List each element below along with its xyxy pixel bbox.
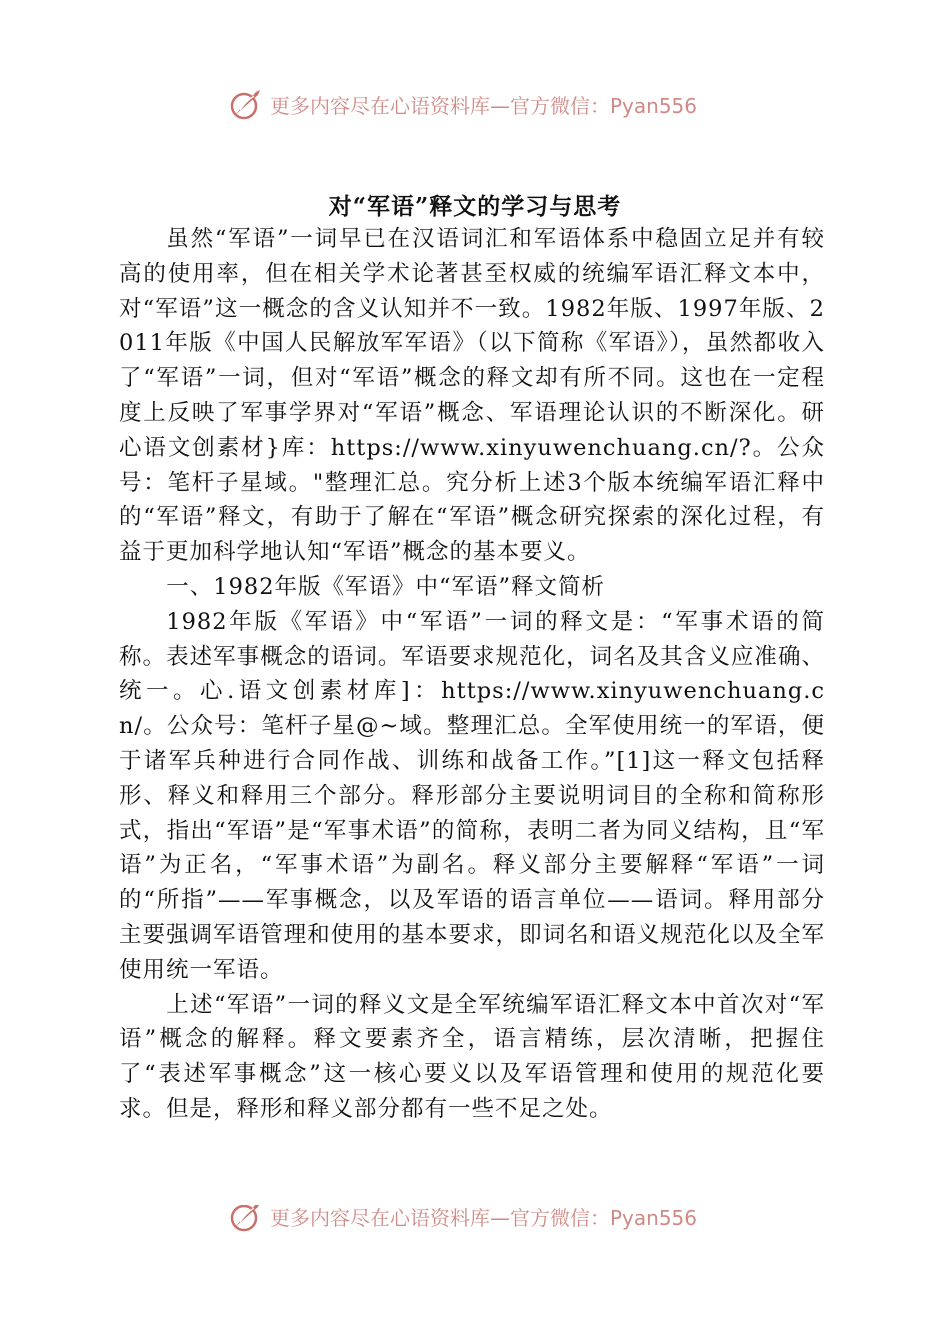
watermark-text: 更多内容尽在心语资料库—官方微信：Pyan556 — [270, 93, 698, 118]
logo-icon — [228, 86, 264, 122]
watermark-text: 更多内容尽在心语资料库—官方微信：Pyan556 — [270, 1205, 698, 1230]
logo-icon — [228, 1205, 264, 1234]
paragraph: 1982年版《军语》中“军语”一词的释文是：“军事术语的简称。表述军事概念的语词。军语要求规范化，词名及其含义应准确、统一。心.语文创素材库]：https://www.xinyuwenchuang.cn/。公众号：笔杆子星@~域。整理汇总。全军使用统一的军语，便于诸军兵种进行合同作战、训练和战备工作。”[1]这一释文包括释形、释义和释用三个部分。释形部分主要说明词目的全称和简称形式，指出“军语”是“军事术语”的简称，表明二者为同义结构，且“军语”为正名，“军事术语”为副名。释义部分主要解释“军语”一词的“所指”——军事概念，以及军语的语言单位——语词。释用部分主要强调军语管理和使用的基本要求，即词名和语义规范化以及全军使用统一军语。 — [119, 608, 825, 983]
watermark-footer — [228, 1205, 728, 1235]
section-heading: 一、1982年版《军语》中“军语”释文简析 — [166, 573, 606, 600]
page-title: 对“军语”释文的学习与思考 — [328, 193, 622, 220]
paragraph: 上述“军语”一词的释义文是全军统编军语汇释文本中首次对“军语”概念的解释。释文要素齐全，语言精练，层次清晰，把握住了“表述军事概念”这一核心要义以及军语管理和使用的规范化要求。但是，释形和释义部分都有一些不足之处。 — [119, 991, 825, 1122]
paragraph: 虽然“军语”一词早已在汉语词汇和军语体系中稳固立足并有较高的使用率，但在相关学术论著甚至权威的统编军语汇释文本中，对“军语”这一概念的含义认知并不一致。1982年版、1997年版、2011年版《中国人民解放军军语》（以下简称《军语》），虽然都收入了“军语”一词，但对“军语”概念的释文却有所不同。这也在一定程度上反映了军事学界对“军语”概念、军语理论认识的不断深化。研心语文创素材}库：https://www.xinyuwenchuang.cn/?。公众号：笔杆子星域。"整理汇总。究分析上述3个版本统编军语汇释中的“军语”释文，有助于了解在“军语”概念研究探索的深化过程，有益于更加科学地认知“军语”概念的基本要义。 — [119, 226, 825, 566]
article-body — [119, 222, 825, 1127]
watermark-header — [228, 84, 728, 124]
